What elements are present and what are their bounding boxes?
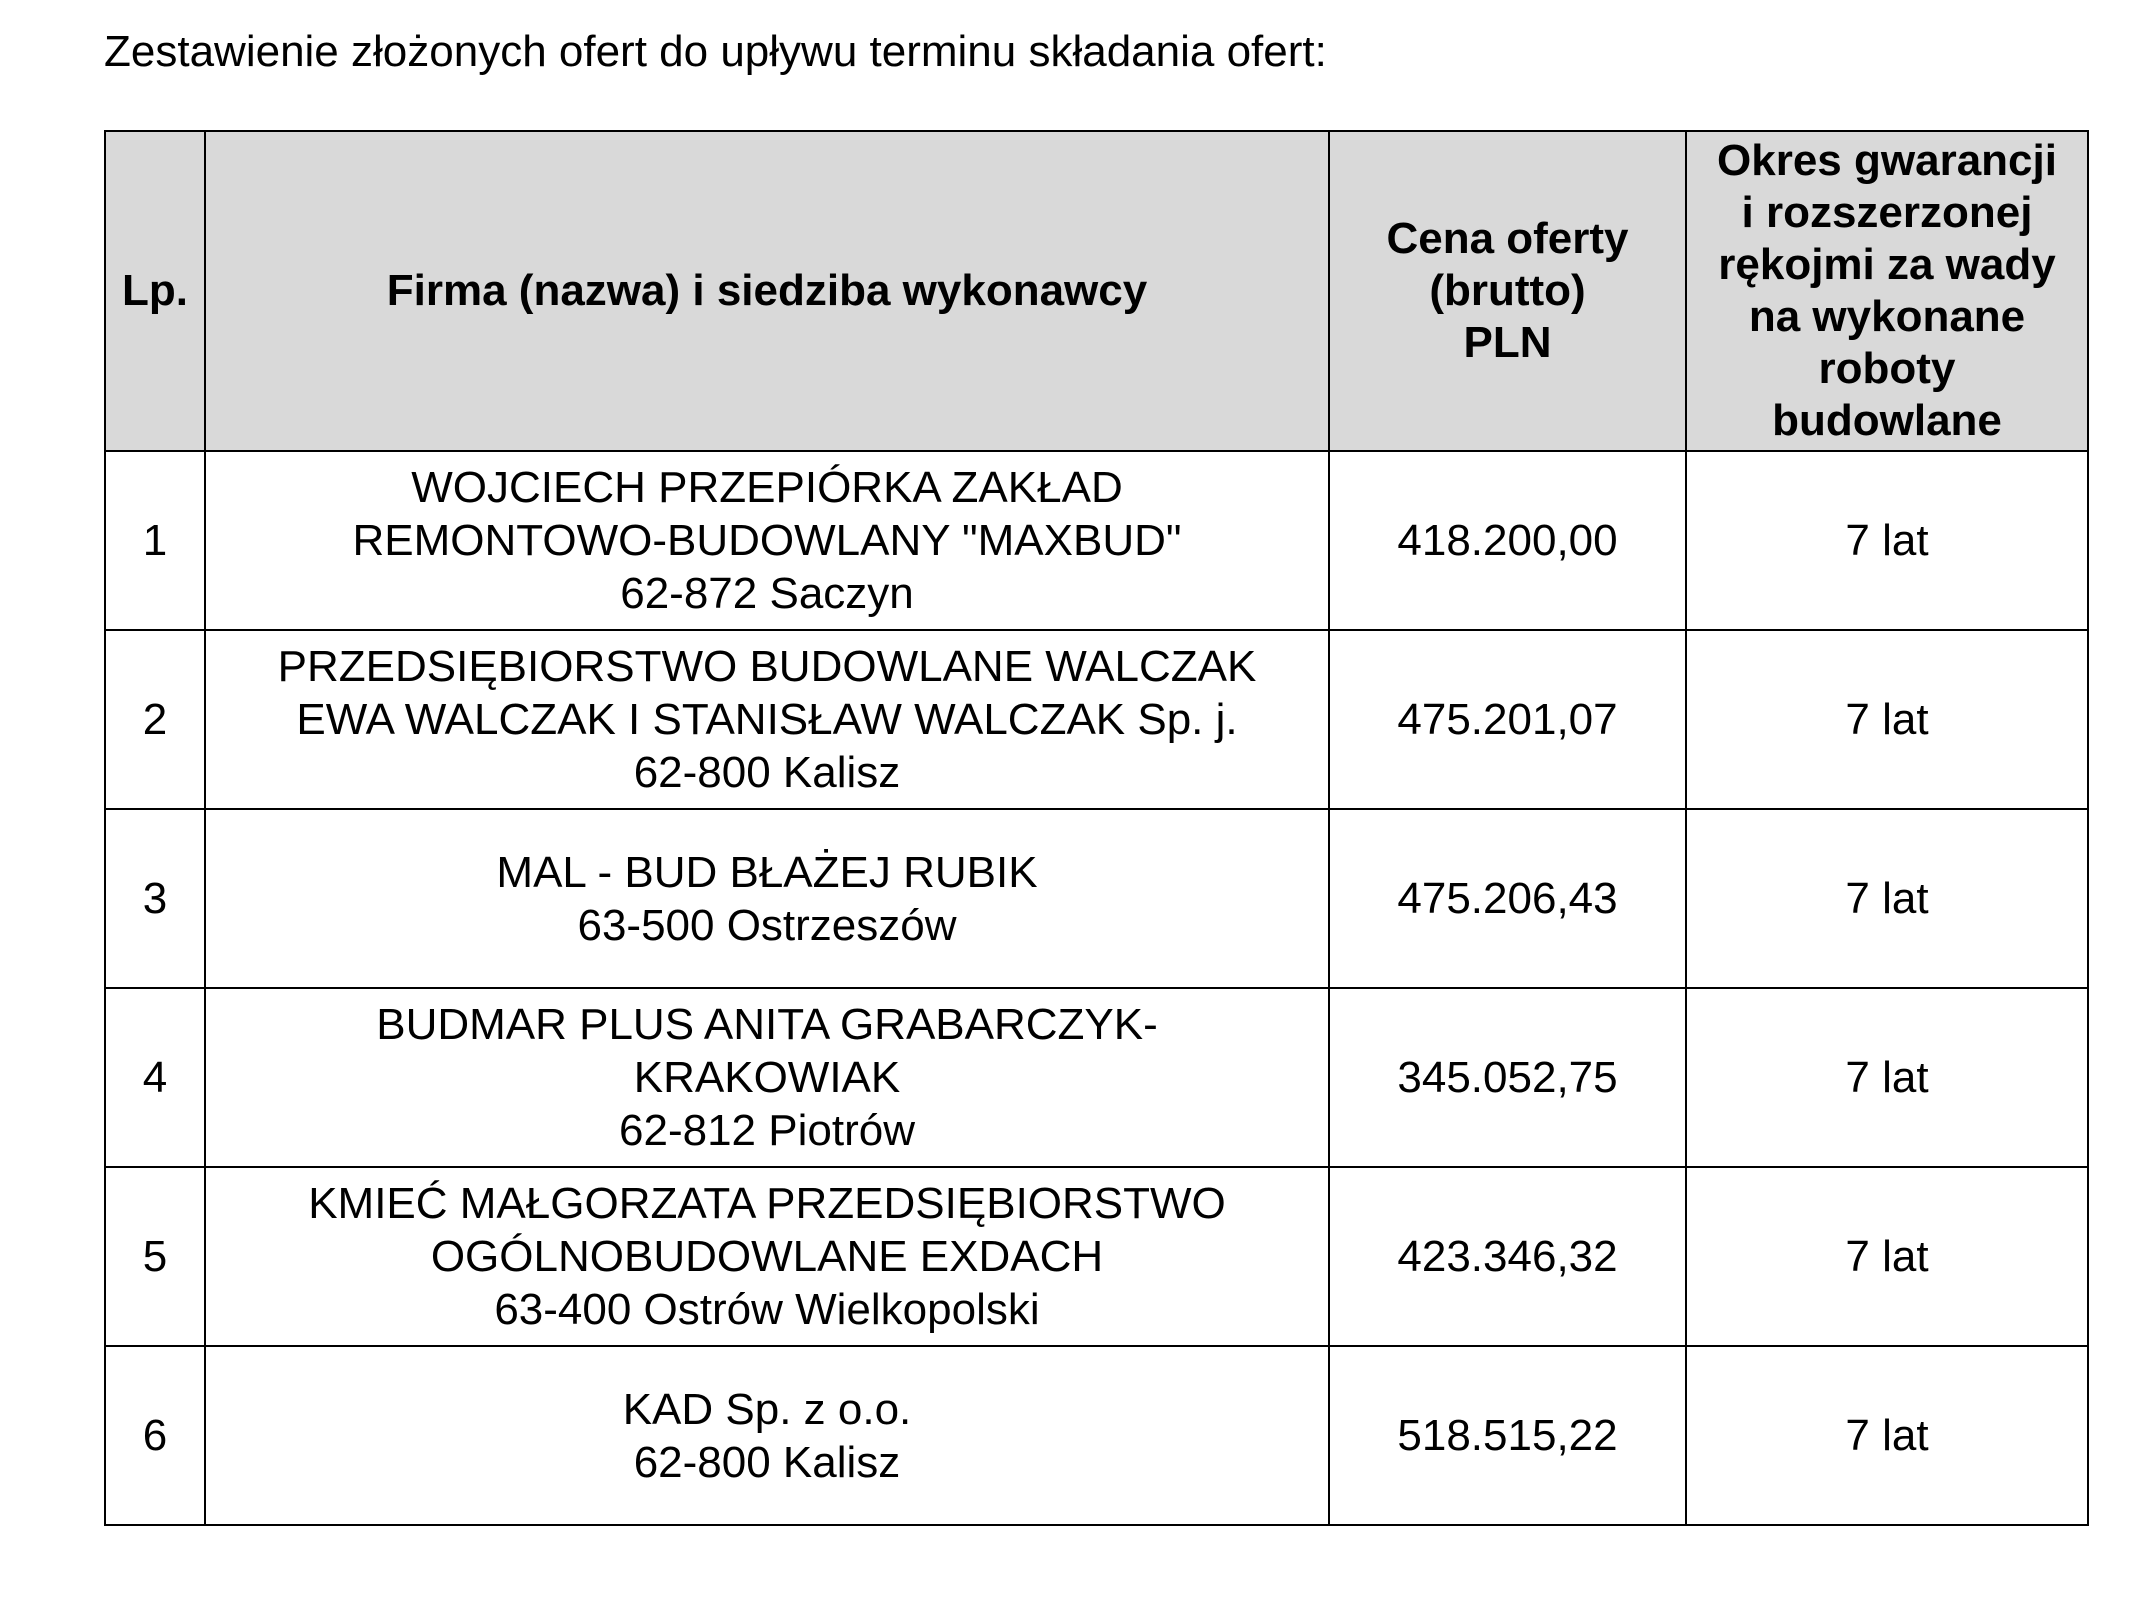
firm-address: 63-500 Ostrzeszów xyxy=(577,900,957,950)
firm-line: OGÓLNOBUDOWLANE EXDACH xyxy=(430,1232,1104,1281)
firm-line: EWA WALCZAK I STANISŁAW WALCZAK Sp. j. xyxy=(296,695,1238,744)
header-warranty-line: roboty xyxy=(1818,344,1956,393)
cell-lp: 3 xyxy=(105,809,205,988)
firm-line: PRZEDSIĘBIORSTWO BUDOWLANE WALCZAK xyxy=(277,642,1257,691)
cell-warranty: 7 lat xyxy=(1686,451,2088,630)
cell-lp: 2 xyxy=(105,630,205,809)
header-row xyxy=(105,131,2088,451)
header-warranty-line: budowlane xyxy=(1772,396,2002,445)
table-row xyxy=(105,630,2088,809)
cell-lp: 5 xyxy=(105,1167,205,1346)
cell-firm xyxy=(205,1167,1329,1346)
table-row xyxy=(105,451,2088,630)
firm-address: 62-812 Piotrów xyxy=(619,1106,915,1155)
cell-price: 345.052,75 xyxy=(1329,988,1686,1167)
header-lp: Lp. xyxy=(105,131,205,451)
header-price xyxy=(1329,131,1686,451)
header-price-line: (brutto) xyxy=(1429,266,1586,315)
cell-warranty: 7 lat xyxy=(1686,988,2088,1167)
header-warranty-line: i rozszerzonej xyxy=(1741,188,2033,237)
cell-firm xyxy=(205,630,1329,809)
header-price-line: Cena oferty xyxy=(1386,214,1629,263)
firm-line: KRAKOWIAK xyxy=(633,1053,901,1102)
header-warranty-line: rękojmi za wady xyxy=(1718,240,2056,289)
firm-line: REMONTOWO-BUDOWLANY "MAXBUD" xyxy=(352,516,1182,565)
cell-price: 475.201,07 xyxy=(1329,630,1686,809)
cell-lp: 6 xyxy=(105,1346,205,1525)
firm-line: KAD Sp. z o.o. xyxy=(622,1384,912,1434)
cell-firm xyxy=(205,988,1329,1167)
cell-price: 518.515,22 xyxy=(1329,1346,1686,1525)
cell-lp: 4 xyxy=(105,988,205,1167)
cell-firm xyxy=(205,1346,1329,1525)
header-warranty-line: Okres gwarancji xyxy=(1717,136,2057,185)
cell-price: 475.206,43 xyxy=(1329,809,1686,988)
header-price-line: PLN xyxy=(1463,318,1552,367)
firm-line: KMIEĆ MAŁGORZATA PRZEDSIĘBIORSTWO xyxy=(308,1179,1226,1228)
firm-address: 62-800 Kalisz xyxy=(633,748,901,797)
cell-warranty: 7 lat xyxy=(1686,1346,2088,1525)
table-row xyxy=(105,1167,2088,1346)
cell-price: 418.200,00 xyxy=(1329,451,1686,630)
cell-warranty: 7 lat xyxy=(1686,809,2088,988)
firm-line: MAL - BUD BŁAŻEJ RUBIK xyxy=(496,847,1038,897)
header-warranty-line: na wykonane xyxy=(1748,292,2026,341)
cell-warranty: 7 lat xyxy=(1686,630,2088,809)
header-warranty xyxy=(1686,131,2088,451)
cell-firm xyxy=(205,809,1329,988)
table-row xyxy=(105,988,2088,1167)
cell-firm xyxy=(205,451,1329,630)
cell-price: 423.346,32 xyxy=(1329,1167,1686,1346)
firm-address: 62-800 Kalisz xyxy=(633,1437,901,1487)
firm-address: 62-872 Saczyn xyxy=(620,569,914,618)
cell-lp: 1 xyxy=(105,451,205,630)
cell-warranty: 7 lat xyxy=(1686,1167,2088,1346)
firm-line: BUDMAR PLUS ANITA GRABARCZYK- xyxy=(376,1000,1158,1049)
intro-text: Zestawienie złożonych ofert do upływu terminu składania ofert: xyxy=(104,27,1327,76)
firm-address: 63-400 Ostrów Wielkopolski xyxy=(494,1285,1040,1334)
header-firm: Firma (nazwa) i siedziba wykonawcy xyxy=(205,131,1329,451)
firm-line: WOJCIECH PRZEPIÓRKA ZAKŁAD xyxy=(411,463,1123,512)
table-row xyxy=(105,1346,2088,1525)
table-row xyxy=(105,809,2088,988)
offers-table xyxy=(104,130,2089,1526)
